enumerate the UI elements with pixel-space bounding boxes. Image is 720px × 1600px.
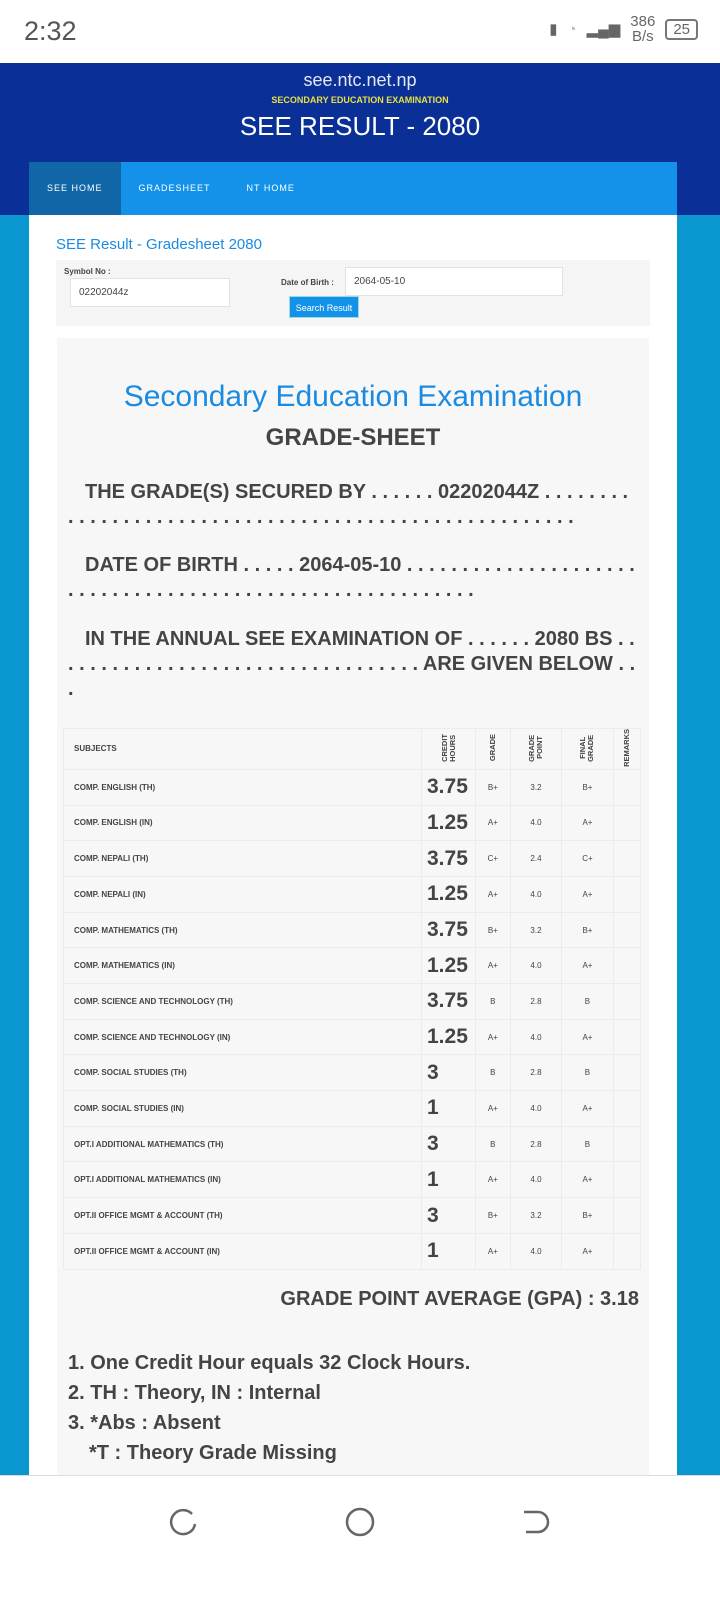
nav-nt-home[interactable]: NT HOME xyxy=(246,183,295,193)
cell-credit: 3 xyxy=(422,1126,476,1162)
cell-subject: OPT.II OFFICE MGMT & ACCOUNT (IN) xyxy=(64,1233,422,1269)
cell-point: 4.0 xyxy=(510,876,562,912)
table-row xyxy=(64,1162,641,1198)
recent-apps-icon[interactable] xyxy=(168,1506,200,1538)
cell-grade: B+ xyxy=(476,769,511,805)
cell-point: 4.0 xyxy=(510,948,562,984)
site-domain: see.ntc.net.np xyxy=(303,70,417,90)
note: 1. One Credit Hour equals 32 Clock Hours. xyxy=(68,1352,471,1374)
cell-point: 2.8 xyxy=(510,1126,562,1162)
symbol-label: Symbol No : xyxy=(64,267,111,276)
col-credit: CREDIT HOURS xyxy=(422,729,476,770)
table-row xyxy=(64,876,641,912)
col-point: GRADE POINT xyxy=(510,729,562,770)
status-bar xyxy=(0,0,720,63)
home-icon[interactable] xyxy=(344,1506,376,1538)
cell-point: 2.4 xyxy=(510,841,562,877)
vibrate-icon: ▮ xyxy=(549,21,558,38)
dob-line: DATE OF BIRTH . . . . . 2064-05-10 . . . . . . . . . . . . . . . . . . . . . . . . . . . . . . . . . . . . . . . . . . . . . . . . . . . . . . . . . . xyxy=(68,554,635,601)
cell-final: B xyxy=(562,984,614,1020)
content-card xyxy=(29,215,677,1475)
cell-final: A+ xyxy=(562,1019,614,1055)
cell-final: C+ xyxy=(562,841,614,877)
cell-point: 3.2 xyxy=(510,769,562,805)
cell-subject: COMP. SOCIAL STUDIES (TH) xyxy=(64,1055,422,1091)
cell-remarks xyxy=(613,1055,640,1091)
cell-final: B+ xyxy=(562,769,614,805)
cell-credit: 3 xyxy=(422,1198,476,1234)
clock: 2:32 xyxy=(24,16,77,46)
cell-remarks xyxy=(613,876,640,912)
cell-remarks xyxy=(613,841,640,877)
col-final: FINAL GRADE xyxy=(562,729,614,770)
search-result-button[interactable]: Search Result xyxy=(289,296,359,318)
cell-remarks xyxy=(613,948,640,984)
cell-final: B xyxy=(562,1126,614,1162)
android-nav-bar xyxy=(0,1475,720,1600)
breadcrumb[interactable]: SEE Result - Gradesheet 2080 xyxy=(56,236,262,253)
table-row xyxy=(64,805,641,841)
grades-table xyxy=(63,728,641,1270)
cell-subject: COMP. SOCIAL STUDIES (IN) xyxy=(64,1091,422,1127)
cell-credit: 3.75 xyxy=(422,841,476,877)
cell-grade: A+ xyxy=(476,805,511,841)
cell-credit: 1 xyxy=(422,1233,476,1269)
cell-credit: 3.75 xyxy=(422,912,476,948)
cell-credit: 1.25 xyxy=(422,1019,476,1055)
cell-remarks xyxy=(613,1091,640,1127)
table-row xyxy=(64,769,641,805)
cell-final: B+ xyxy=(562,1198,614,1234)
cell-subject: COMP. SCIENCE AND TECHNOLOGY (IN) xyxy=(64,1019,422,1055)
nav-gradesheet[interactable]: GRADESHEET xyxy=(138,183,211,193)
back-icon[interactable] xyxy=(520,1506,552,1538)
network-speed: 386 B/s xyxy=(630,13,656,45)
cell-remarks xyxy=(613,769,640,805)
cell-credit: 1.25 xyxy=(422,876,476,912)
cell-subject: COMP. NEPALI (IN) xyxy=(64,876,422,912)
cell-grade: A+ xyxy=(476,1233,511,1269)
main-nav xyxy=(29,162,677,215)
cell-final: A+ xyxy=(562,1162,614,1198)
cell-grade: A+ xyxy=(476,1162,511,1198)
cell-credit: 1 xyxy=(422,1162,476,1198)
table-row xyxy=(64,841,641,877)
battery-icon: 25 xyxy=(665,19,698,40)
cell-subject: OPT.I ADDITIONAL MATHEMATICS (IN) xyxy=(64,1162,422,1198)
cell-final: A+ xyxy=(562,1233,614,1269)
search-form xyxy=(56,260,650,326)
cell-grade: B xyxy=(476,1055,511,1091)
table-row xyxy=(64,1126,641,1162)
cell-point: 3.2 xyxy=(510,912,562,948)
cell-grade: A+ xyxy=(476,1019,511,1055)
notes xyxy=(68,1348,470,1468)
table-row xyxy=(64,1198,641,1234)
cell-grade: B xyxy=(476,984,511,1020)
cell-remarks xyxy=(613,805,640,841)
exam-line: IN THE ANNUAL SEE EXAMINATION OF . . . . . . 2080 BS . . . . . . . . . . . . . . . . . . . . . . . . . . . . . . . . . . ARE GIVEN BELOW . . . xyxy=(68,628,636,700)
nav-see-home[interactable]: SEE HOME xyxy=(29,162,121,215)
col-grade: GRADE xyxy=(476,729,511,770)
wifi-icon: ◔ xyxy=(567,20,577,38)
dob-input[interactable]: 2064-05-10 xyxy=(345,267,563,296)
cell-grade: A+ xyxy=(476,1091,511,1127)
table-row xyxy=(64,1019,641,1055)
site-subtitle: SECONDARY EDUCATION EXAMINATION xyxy=(271,95,449,105)
cell-subject: COMP. NEPALI (TH) xyxy=(64,841,422,877)
note: 3. *Abs : Absent xyxy=(68,1412,221,1434)
secured-by-line: THE GRADE(S) SECURED BY . . . . . . 02202044Z . . . . . . . . . . . . . . . . . . . . . . . . . . . . . . . . . . . . . . . . . . . . . . . . . . . . . . xyxy=(68,481,629,528)
cell-subject: OPT.II OFFICE MGMT & ACCOUNT (TH) xyxy=(64,1198,422,1234)
cell-credit: 3.75 xyxy=(422,984,476,1020)
cell-point: 4.0 xyxy=(510,1162,562,1198)
cell-subject: COMP. MATHEMATICS (IN) xyxy=(64,948,422,984)
cell-grade: B+ xyxy=(476,912,511,948)
cell-grade: B+ xyxy=(476,1198,511,1234)
cell-final: B xyxy=(562,1055,614,1091)
cell-point: 4.0 xyxy=(510,805,562,841)
cell-final: B+ xyxy=(562,912,614,948)
cell-subject: COMP. ENGLISH (IN) xyxy=(64,805,422,841)
cell-point: 4.0 xyxy=(510,1233,562,1269)
cell-subject: COMP. SCIENCE AND TECHNOLOGY (TH) xyxy=(64,984,422,1020)
col-remarks: REMARKS xyxy=(613,729,640,770)
cell-point: 2.8 xyxy=(510,1055,562,1091)
cell-subject: OPT.I ADDITIONAL MATHEMATICS (TH) xyxy=(64,1126,422,1162)
cell-credit: 3 xyxy=(422,1055,476,1091)
table-row xyxy=(64,1091,641,1127)
note: *T : Theory Grade Missing xyxy=(89,1442,337,1464)
cell-remarks xyxy=(613,1233,640,1269)
cell-credit: 1.25 xyxy=(422,948,476,984)
cell-final: A+ xyxy=(562,876,614,912)
cell-final: A+ xyxy=(562,805,614,841)
cell-point: 3.2 xyxy=(510,1198,562,1234)
table-row xyxy=(64,1233,641,1269)
cell-credit: 1.25 xyxy=(422,805,476,841)
table-row xyxy=(64,1055,641,1091)
cell-remarks xyxy=(613,1126,640,1162)
cell-grade: A+ xyxy=(476,948,511,984)
cell-subject: COMP. MATHEMATICS (TH) xyxy=(64,912,422,948)
note: 2. TH : Theory, IN : Internal xyxy=(68,1382,321,1404)
cell-remarks xyxy=(613,1198,640,1234)
cell-remarks xyxy=(613,912,640,948)
cell-subject: COMP. ENGLISH (TH) xyxy=(64,769,422,805)
table-row xyxy=(64,984,641,1020)
signal-icon: ▂▄▆ xyxy=(586,21,621,38)
cell-grade: C+ xyxy=(476,841,511,877)
cell-remarks xyxy=(613,984,640,1020)
cell-point: 4.0 xyxy=(510,1019,562,1055)
gradesheet xyxy=(57,338,649,1478)
exam-heading: Secondary Education Examination xyxy=(123,380,583,413)
dob-label: Date of Birth : xyxy=(281,278,334,287)
symbol-input[interactable]: 02202044z xyxy=(70,278,230,307)
cell-grade: A+ xyxy=(476,876,511,912)
table-row xyxy=(64,948,641,984)
cell-credit: 1 xyxy=(422,1091,476,1127)
cell-point: 4.0 xyxy=(510,1091,562,1127)
cell-grade: B xyxy=(476,1126,511,1162)
cell-credit: 3.75 xyxy=(422,769,476,805)
gradesheet-heading: GRADE-SHEET xyxy=(265,424,441,451)
cell-point: 2.8 xyxy=(510,984,562,1020)
gpa: GRADE POINT AVERAGE (GPA) : 3.18 xyxy=(280,1288,639,1310)
table-row xyxy=(64,912,641,948)
col-subjects: SUBJECTS xyxy=(64,729,422,770)
page-title: SEE RESULT - 2080 xyxy=(239,111,481,141)
cell-remarks xyxy=(613,1162,640,1198)
cell-final: A+ xyxy=(562,1091,614,1127)
cell-final: A+ xyxy=(562,948,614,984)
cell-remarks xyxy=(613,1019,640,1055)
